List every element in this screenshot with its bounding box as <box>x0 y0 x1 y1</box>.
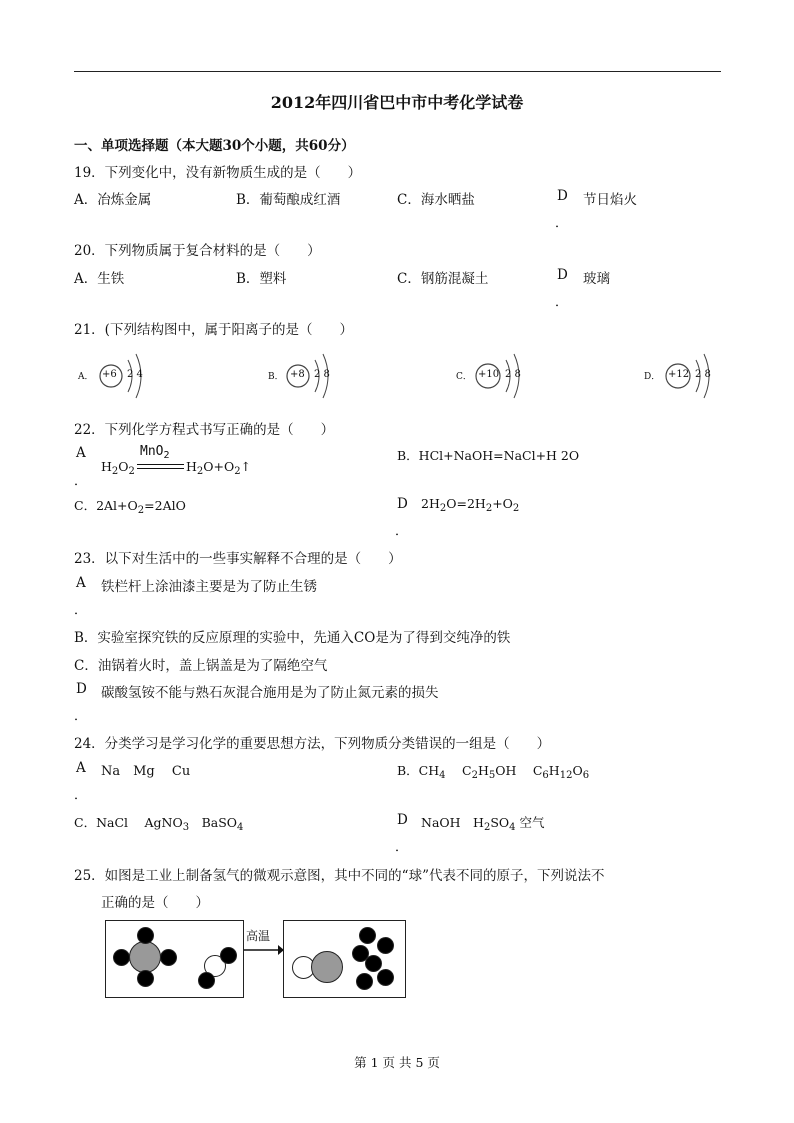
q22-option-c: C．$2Al+O_2=2AlO$ <box>74 498 186 516</box>
black-atom <box>359 927 376 944</box>
atom-a-nucleus: +6 <box>102 369 117 380</box>
q24-option-c: C．NaCl AgNO$_3$ BaSO$_4$ <box>74 815 244 833</box>
black-atom <box>113 949 130 966</box>
q22-a-right: $H_2O+O_2↑$ <box>186 459 252 477</box>
header-rule <box>74 71 721 72</box>
q22-option-a-letter: A <box>76 445 86 461</box>
product-box <box>283 920 406 998</box>
q24-option-b: B．$CH_4$ $C_2H_5OH$ $C_6H_{12}O_6$ <box>397 763 590 781</box>
atom-b-shells: 2 8 <box>314 369 330 380</box>
atom-c-nucleus: +10 <box>478 369 500 380</box>
q24-stem: 24．分类学习是学习化学的重要思想方法，下列物质分类错误的一组是（ ） <box>74 736 551 752</box>
q22-a-equals <box>137 464 184 469</box>
black-atom <box>356 973 373 990</box>
q25-stem-line1: 25．如图是工业上制备氢气的微观示意图，其中不同的“球”代表不同的原子，下列说法不 <box>74 868 605 884</box>
section-heading: 一、单项选择题（本大题30个小题，共60分） <box>74 138 355 154</box>
q19-option-b: B．葡萄酿成红酒 <box>236 192 341 208</box>
q22-a-dot: ． <box>74 474 88 489</box>
atom-a-diagram <box>78 346 158 406</box>
q19-option-a: A．冶炼金属 <box>74 192 152 208</box>
q23-option-d-text: 碳酸氢铵不能与熟石灰混合施用是为了防止氮元素的损失 <box>101 685 439 701</box>
q22-stem: 22．下列化学方程式书写正确的是（ ） <box>74 422 335 438</box>
black-atom <box>220 947 237 964</box>
q23-option-d-letter: D <box>76 681 87 697</box>
reaction-arrow <box>243 944 285 956</box>
q24-option-d-text: NaOH $H_2SO_4$ 空气 <box>421 815 545 833</box>
black-atom <box>160 949 177 966</box>
q24-d-dot: ． <box>395 840 409 855</box>
q19-option-c: C．海水晒盐 <box>397 192 475 208</box>
q19-d-dot: ． <box>555 216 569 231</box>
black-atom <box>137 970 154 987</box>
black-atom <box>377 937 394 954</box>
atom-d-letter: D． <box>644 372 661 382</box>
q23-option-b: B．实验室探究铁的反应原理的实验中，先通入CO是为了得到交纯净的铁 <box>74 630 511 646</box>
page-footer: 第 1 页 共 5 页 <box>354 1055 440 1070</box>
q21-atom-a <box>78 346 158 406</box>
reactant-box <box>105 920 244 998</box>
gray-atom <box>129 941 161 973</box>
q23-a-dot: ． <box>74 603 88 618</box>
q21-stem: 21．(下列结构图中，属于阳离子的是（ ） <box>74 322 353 338</box>
q22-a-left: $H_2O_2$ <box>101 459 135 477</box>
q22-d-dot: ． <box>395 524 409 539</box>
page-title: 2012年四川省巴中市中考化学试卷 <box>270 93 524 112</box>
atom-a-letter: A． <box>78 372 94 382</box>
q22-option-d-text: $2H_2O=2H_2+O_2$ <box>421 496 520 514</box>
q20-d-dot: ． <box>555 295 569 310</box>
q23-option-c: C．油锅着火时，盖上锅盖是为了隔绝空气 <box>74 658 328 674</box>
q21-atom-c <box>456 346 536 406</box>
q24-option-a-text: Na Mg Cu <box>101 764 191 779</box>
q20-option-d-letter: D <box>557 267 568 283</box>
atom-b-diagram <box>268 346 348 406</box>
q20-option-b: B．塑料 <box>236 271 287 287</box>
q20-option-a: A．生铁 <box>74 271 125 287</box>
atom-d-shells: 2 8 <box>695 369 711 380</box>
q22-option-b: B．HCl+NaOH=NaCl+H 2O <box>397 448 580 463</box>
q24-option-d-letter: D <box>397 812 408 828</box>
black-atom <box>198 972 215 989</box>
atom-c-letter: C． <box>456 372 472 382</box>
q19-option-d-letter: D <box>557 188 568 204</box>
q21-atom-b <box>268 346 348 406</box>
q19-option-d-text: 节日焰火 <box>583 192 637 208</box>
atom-d-nucleus: +12 <box>668 369 690 380</box>
q24-option-a-letter: A <box>76 760 86 776</box>
q21-atom-d <box>644 346 724 406</box>
q23-option-a-letter: A <box>76 575 86 591</box>
black-atom <box>377 969 394 986</box>
q25-stem-line2: 正确的是（ ） <box>101 895 209 911</box>
atom-b-nucleus: +8 <box>290 369 305 380</box>
black-atom <box>137 927 154 944</box>
black-atom <box>365 955 382 972</box>
q20-stem: 20．下列物质属于复合材料的是（ ） <box>74 243 321 259</box>
q22-a-catalyst: MnO$_2$ <box>140 444 170 461</box>
atom-b-letter: B． <box>268 372 284 382</box>
q19-stem: 19．下列变化中，没有新物质生成的是（ ） <box>74 165 362 181</box>
q20-option-c: C．钢筋混凝土 <box>397 271 489 287</box>
q23-d-dot: ． <box>74 709 88 724</box>
q24-a-dot: ． <box>74 788 88 803</box>
q23-stem: 23．以下对生活中的一些事实解释不合理的是（ ） <box>74 551 402 567</box>
gray-atom <box>311 951 343 983</box>
atom-a-shells: 2 4 <box>127 369 143 380</box>
q20-option-d-text: 玻璃 <box>583 271 610 287</box>
arrow-label: 高温 <box>246 929 271 943</box>
q22-option-d-letter: D <box>397 496 408 512</box>
atom-c-shells: 2 8 <box>505 369 521 380</box>
q23-option-a-text: 铁栏杆上涂油漆主要是为了防止生锈 <box>101 579 317 595</box>
